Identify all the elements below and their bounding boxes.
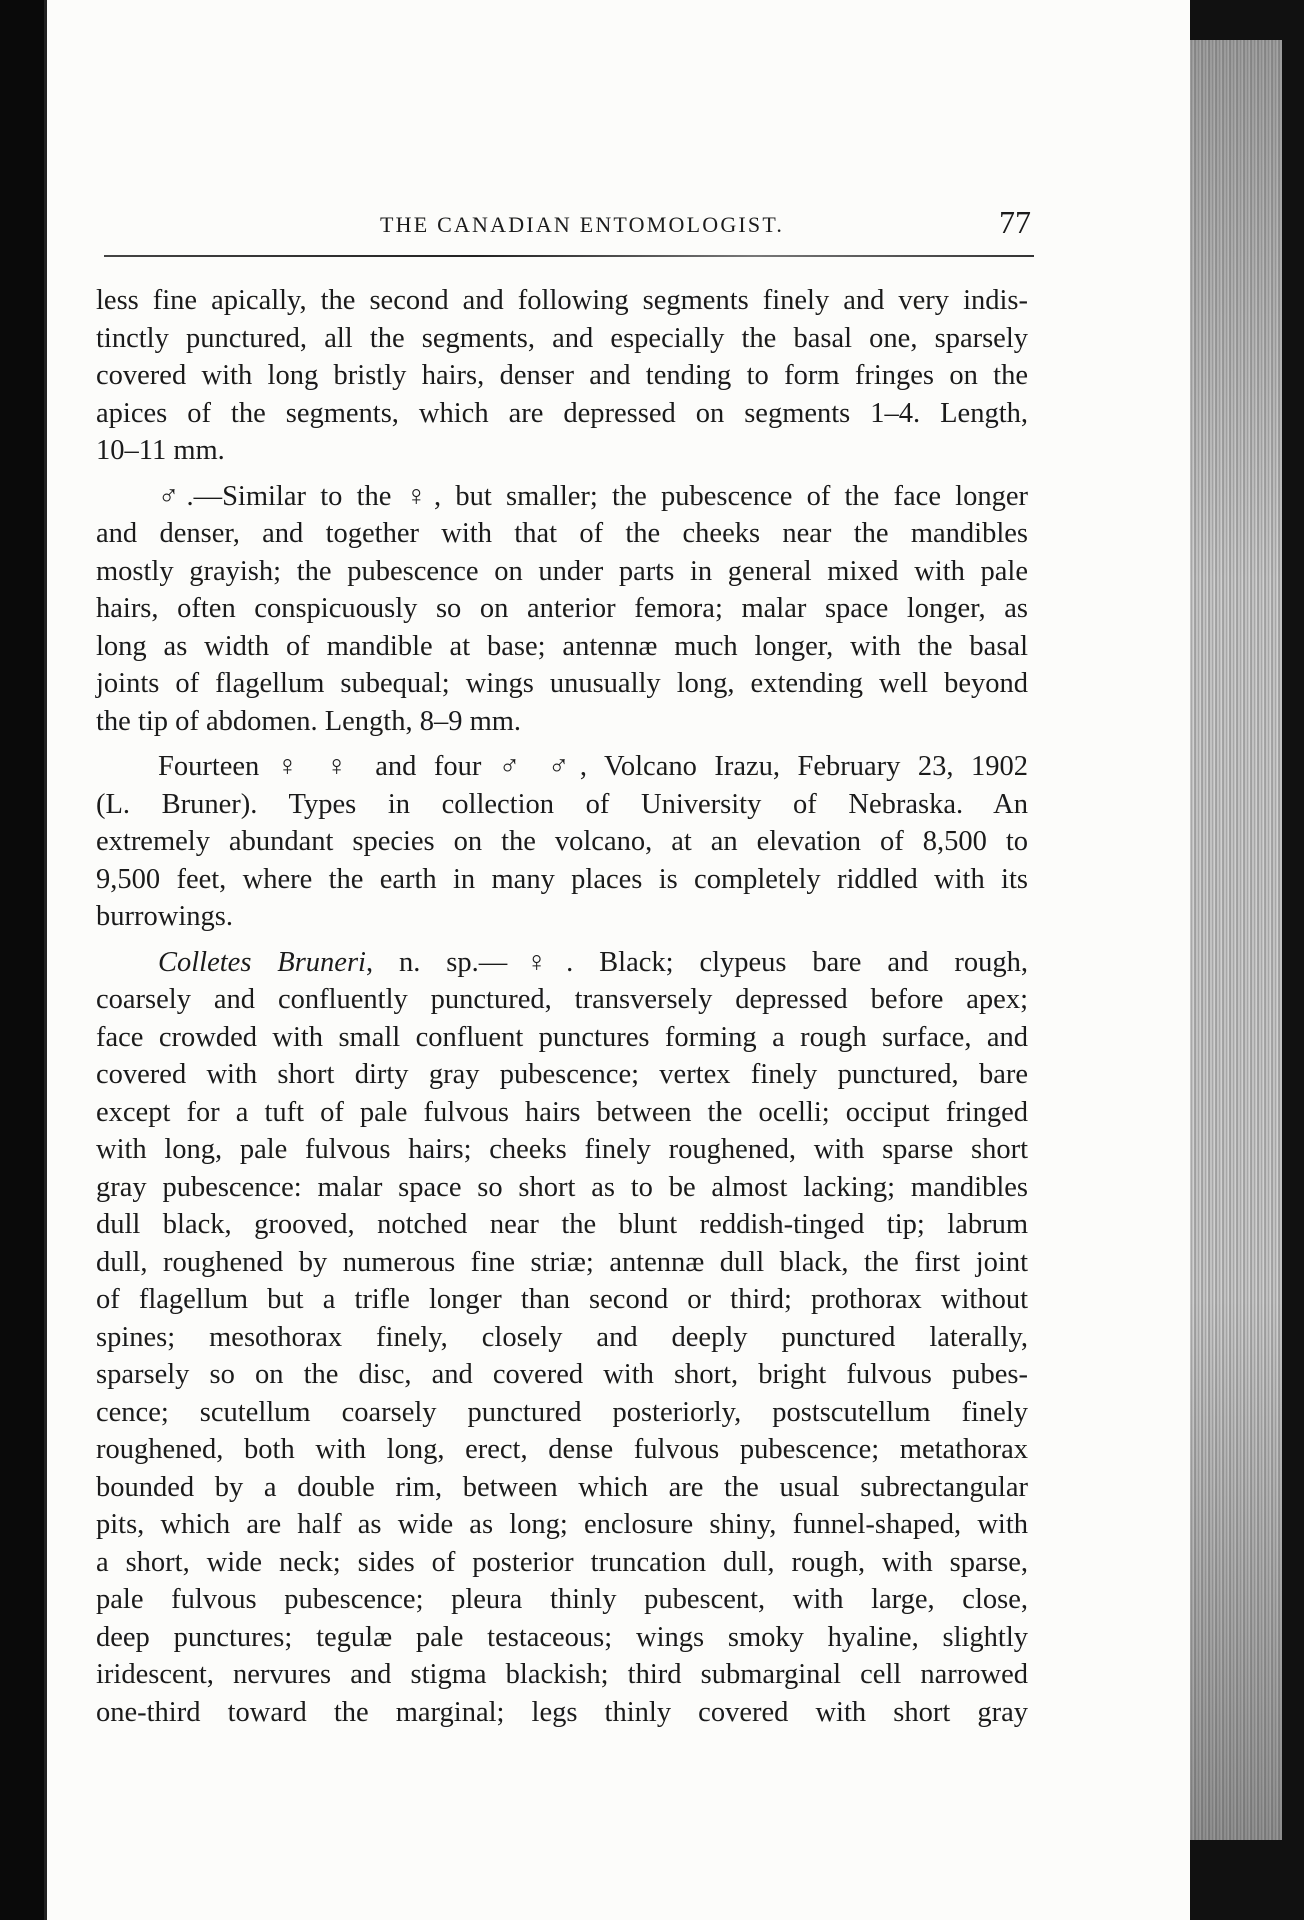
page-number: 77 — [999, 204, 1031, 240]
text-line: less fine apically, the second and following segments finely and very indis- — [96, 285, 1028, 316]
text-line: gray pubescence: malar space so short as to be almost lacking; mandibles — [96, 1171, 1028, 1203]
text-line: one-third toward the marginal; legs thinly covered with short gray — [96, 1696, 1028, 1728]
text-line: burrowings. — [96, 901, 233, 932]
text-line: face crowded with small confluent punctures forming a rough surface, and — [96, 1021, 1028, 1053]
text-line: except for a tuft of pale fulvous hairs between the ocelli; occiput fringed — [96, 1096, 1028, 1128]
text-line: with long, pale fulvous hairs; cheeks finely roughened, with sparse short — [96, 1134, 1028, 1165]
text-line: pits, which are half as wide as long; enclosure shiny, funnel-shaped, with — [96, 1509, 1028, 1540]
text-line: cence; scutellum coarsely punctured posteriorly, postscutellum finely — [96, 1396, 1028, 1428]
text-line: bounded by a double rim, between which are the usual subrectangular — [96, 1471, 1028, 1503]
text-line: pale fulvous pubescence; pleura thinly pubescent, with large, close, — [96, 1584, 1028, 1615]
text-line: spines; mesothorax finely, closely and deeply punctured laterally, — [96, 1321, 1028, 1353]
text-line: coarsely and confluently punctured, transversely depressed before apex; — [96, 984, 1028, 1015]
text-line: 9,500 feet, where the earth in many places is completely riddled with its — [96, 863, 1028, 895]
text-line: mostly grayish; the pubescence on under parts in general mixed with pale — [96, 555, 1028, 587]
text-line: extremely abundant species on the volcano, at an elevation of 8,500 to — [96, 826, 1028, 857]
text-line: and denser, and together with that of the cheeks near the mandibles — [96, 518, 1028, 549]
text-line: joints of flagellum subequal; wings unusually long, extending well beyond — [96, 668, 1028, 699]
text-line: Fourteen ♀ ♀ and four ♂ ♂, Volcano Irazu, February 23, 1902 — [158, 751, 1028, 782]
text-line: ♂.—Similar to the ♀, but smaller; the pubescence of the face longer — [158, 480, 1028, 512]
text-line: apices of the segments, which are depressed on segments 1–4. Length, — [96, 397, 1028, 429]
text-line: sparsely so on the disc, and covered with short, bright fulvous pubes- — [96, 1359, 1028, 1390]
book-page-edges-shade — [1190, 40, 1282, 1840]
text-line: tinctly punctured, all the segments, and especially the basal one, sparsely — [96, 322, 1028, 354]
paragraph-3 — [96, 748, 1028, 936]
text-line: of flagellum but a trifle longer than second or third; prothorax without — [96, 1284, 1028, 1315]
text-line: long as width of mandible at base; antennæ much longer, with the basal — [96, 630, 1028, 662]
scan-right-border — [1282, 0, 1304, 1920]
text-line: dull, roughened by numerous fine striæ; antennæ dull black, the first joint — [96, 1246, 1028, 1278]
text-line: covered with long bristly hairs, denser and tending to form fringes on the — [96, 360, 1028, 391]
text-line: covered with short dirty gray pubescence; vertex finely punctured, bare — [96, 1059, 1028, 1090]
body-text — [96, 282, 1028, 1739]
text-line: 10–11 mm. — [96, 435, 225, 466]
paragraph-1 — [96, 282, 1028, 470]
text-line: hairs, often conspicuously so on anterior femora; malar space longer, as — [96, 593, 1028, 624]
text-line: (L. Bruner). Types in collection of University of Nebraska. An — [96, 788, 1028, 820]
text-line: dull black, grooved, notched near the blunt reddish-tinged tip; labrum — [96, 1209, 1028, 1240]
text-line: a short, wide neck; sides of posterior truncation dull, rough, with sparse, — [96, 1546, 1028, 1578]
text-line: deep punctures; tegulæ pale testaceous; wings smoky hyaline, slightly — [96, 1621, 1028, 1653]
text-line: roughened, both with long, erect, dense fulvous pubescence; metathorax — [96, 1434, 1028, 1465]
scan-left-border — [0, 0, 50, 1920]
paragraph-4 — [96, 944, 1028, 1732]
text-line: the tip of abdomen. Length, 8–9 mm. — [96, 705, 522, 737]
header-rule — [104, 255, 1034, 257]
text-line: iridescent, nervures and stigma blackish; third submarginal cell narrowed — [96, 1659, 1028, 1690]
running-head: THE CANADIAN ENTOMOLOGIST. — [380, 212, 785, 237]
text-line-species-heading: Colletes Bruneri, n. sp.—♀. Black; clypeus bare and rough, — [158, 946, 1028, 978]
page-header — [100, 204, 1035, 258]
paragraph-2 — [96, 478, 1028, 741]
